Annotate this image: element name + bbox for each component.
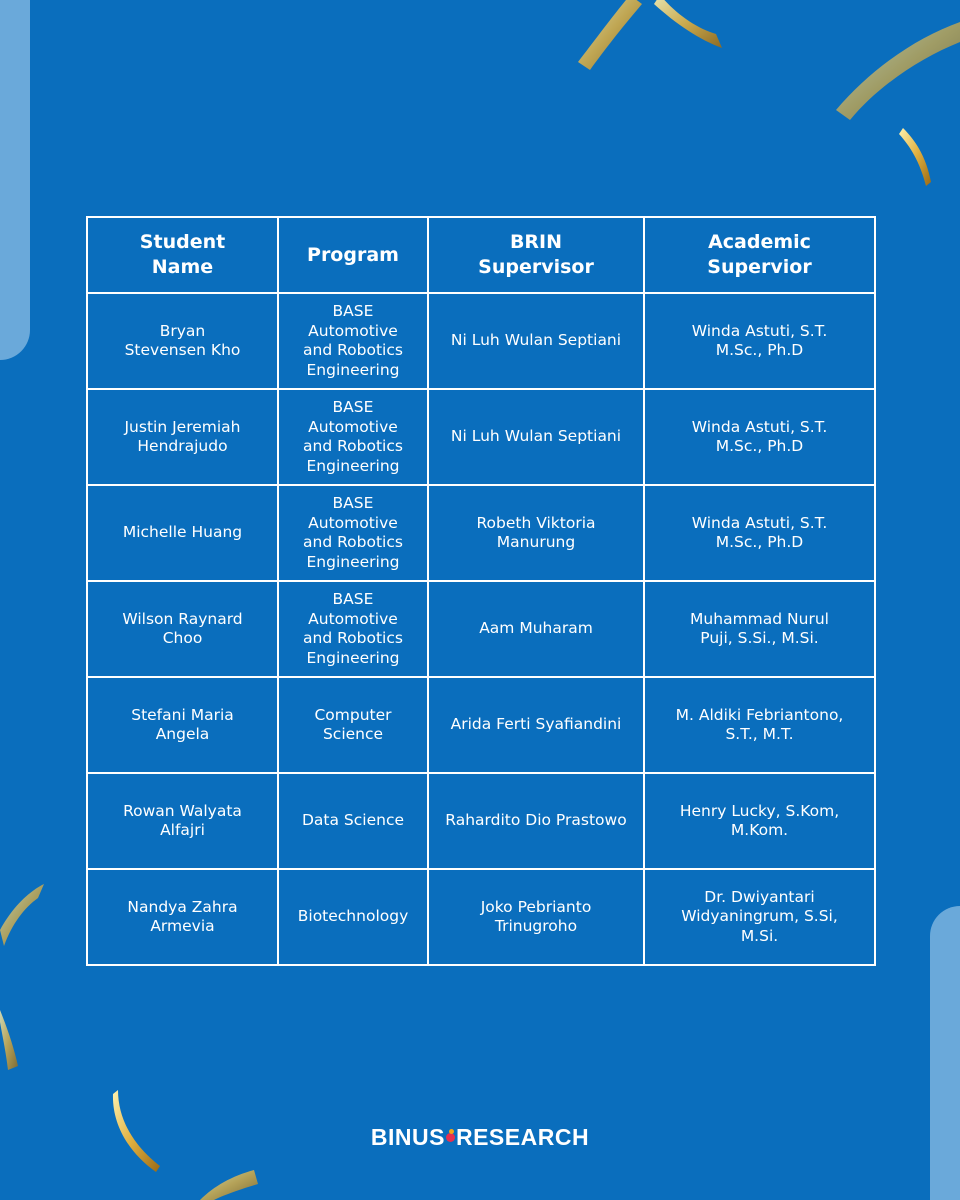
table-row	[87, 389, 875, 485]
cell-brin-supervisor: Arida Ferti Syafiandini	[428, 677, 644, 773]
binus-research-logo	[0, 1124, 960, 1151]
cell-student-name: Michelle Huang	[87, 485, 278, 581]
logo-dot-icon	[446, 1133, 455, 1142]
cell-academic-supervisor: Winda Astuti, S.T. M.Sc., Ph.D	[644, 389, 875, 485]
cell-student-name: Wilson Raynard Choo	[87, 581, 278, 677]
cell-academic-supervisor: Winda Astuti, S.T. M.Sc., Ph.D	[644, 485, 875, 581]
header-student-name: Student Name	[87, 217, 278, 293]
cell-program: Data Science	[278, 773, 428, 869]
cell-program: Computer Science	[278, 677, 428, 773]
table-header-row	[87, 217, 875, 293]
table-row	[87, 773, 875, 869]
cell-brin-supervisor: Ni Luh Wulan Septiani	[428, 293, 644, 389]
cell-program: BASE Automotive and Robotics Engineering	[278, 293, 428, 389]
table-row	[87, 581, 875, 677]
cell-academic-supervisor: M. Aldiki Febriantono, S.T., M.T.	[644, 677, 875, 773]
side-decor-right	[930, 906, 960, 1200]
cell-brin-supervisor: Joko Pebrianto Trinugroho	[428, 869, 644, 965]
student-supervisor-table	[86, 216, 876, 966]
cell-student-name: Rowan Walyata Alfajri	[87, 773, 278, 869]
cell-program: Biotechnology	[278, 869, 428, 965]
table-row	[87, 677, 875, 773]
cell-academic-supervisor: Muhammad Nurul Puji, S.Si., M.Si.	[644, 581, 875, 677]
cell-program: BASE Automotive and Robotics Engineering	[278, 581, 428, 677]
table-row	[87, 485, 875, 581]
side-decor-left	[0, 0, 30, 360]
cell-program: BASE Automotive and Robotics Engineering	[278, 389, 428, 485]
cell-student-name: Justin Jeremiah Hendrajudo	[87, 389, 278, 485]
cell-brin-supervisor: Aam Muharam	[428, 581, 644, 677]
confetti-ribbon-top-a	[578, 0, 642, 70]
cell-academic-supervisor: Winda Astuti, S.T. M.Sc., Ph.D	[644, 293, 875, 389]
logo-text-research: RESEARCH	[455, 1124, 590, 1150]
confetti-ribbon-left-a	[0, 884, 44, 946]
cell-brin-supervisor: Rahardito Dio Prastowo	[428, 773, 644, 869]
header-brin-supervisor: BRIN Supervisor	[428, 217, 644, 293]
cell-student-name: Bryan Stevensen Kho	[87, 293, 278, 389]
cell-brin-supervisor: Ni Luh Wulan Septiani	[428, 389, 644, 485]
confetti-ribbon-right	[899, 128, 931, 186]
table-row	[87, 869, 875, 965]
confetti-ribbon-top-b	[654, 0, 722, 48]
confetti-ribbon-top-c	[836, 22, 960, 120]
cell-brin-supervisor: Robeth Viktoria Manurung	[428, 485, 644, 581]
confetti-ribbon-bottom-b	[200, 1170, 258, 1200]
logo-text-binus: BINUS	[370, 1124, 445, 1150]
header-program: Program	[278, 217, 428, 293]
header-academic-supervisor: Academic Supervior	[644, 217, 875, 293]
cell-student-name: Stefani Maria Angela	[87, 677, 278, 773]
confetti-ribbon-left-b	[0, 1010, 18, 1070]
cell-academic-supervisor: Henry Lucky, S.Kom, M.Kom.	[644, 773, 875, 869]
table-row	[87, 293, 875, 389]
cell-student-name: Nandya Zahra Armevia	[87, 869, 278, 965]
cell-academic-supervisor: Dr. Dwiyantari Widyaningrum, S.Si, M.Si.	[644, 869, 875, 965]
cell-program: BASE Automotive and Robotics Engineering	[278, 485, 428, 581]
